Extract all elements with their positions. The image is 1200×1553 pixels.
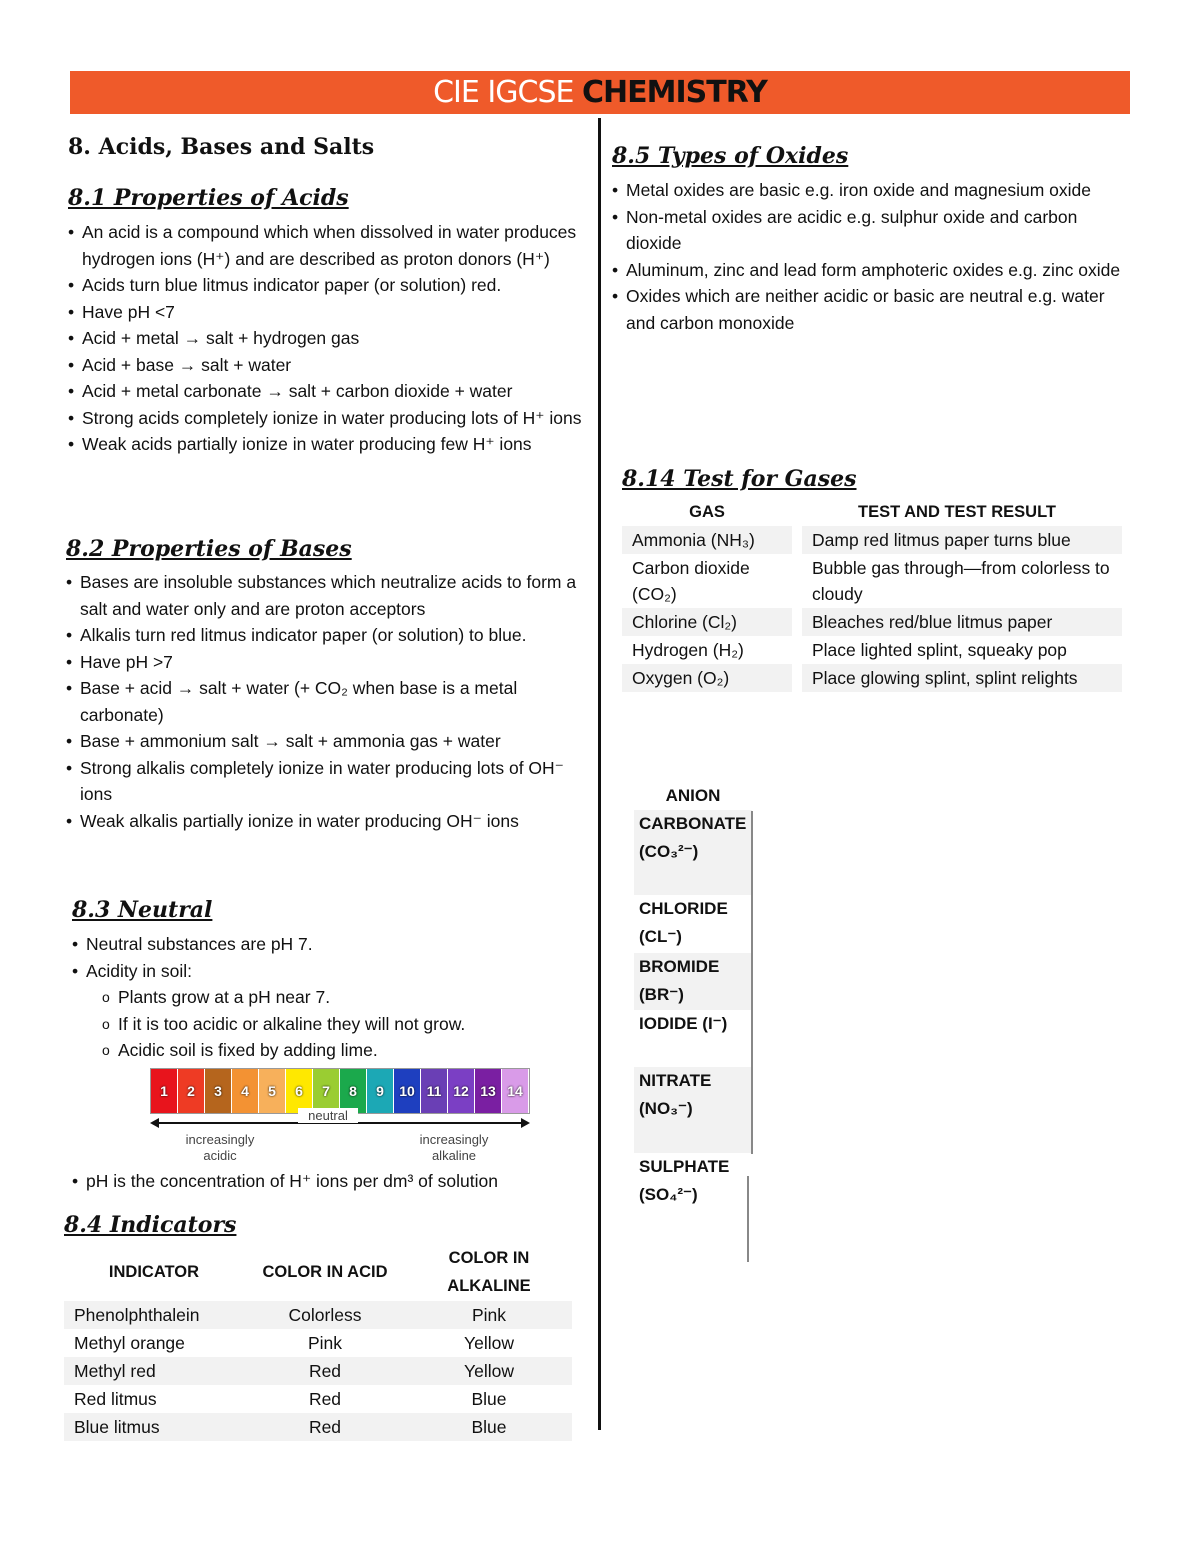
- anion-border-line: [747, 1176, 749, 1262]
- table-cell: Carbon dioxide (CO₂): [622, 554, 792, 608]
- ph-cell: 2: [178, 1069, 205, 1113]
- banner-title-cie: CIE IGCSE: [433, 75, 582, 110]
- table-row: [64, 1329, 572, 1357]
- list-item: • pH is the concentration of H⁺ ions per dm³ of solution: [72, 1168, 592, 1195]
- table-header: TEST AND TEST RESULT: [858, 503, 1056, 521]
- section-8-2-list: [66, 569, 591, 834]
- section-8-2-title: 8.2 Properties of Bases: [66, 536, 352, 562]
- table-header: INDICATOR: [108, 1263, 200, 1281]
- table-cell: Phenolphthalein: [64, 1301, 244, 1329]
- table-cell: Yellow: [406, 1357, 572, 1385]
- header-banner: [70, 71, 1130, 114]
- table-cell: Place lighted splint, squeaky pop: [792, 636, 1122, 664]
- table-cell: Ammonia (NH₃): [622, 526, 792, 554]
- list-item: • An acid is a compound which when dissolved in water produces hydrogen ions (H⁺) and are described as proton donors (H⁺): [68, 219, 593, 272]
- table-header: COLOR IN ALKALINE: [447, 1249, 531, 1295]
- section-8-1-title: 8.1 Properties of Acids: [68, 185, 349, 211]
- table-cell: Yellow: [464, 1333, 514, 1353]
- anion-cell: CHLORIDE (CL⁻): [639, 899, 728, 946]
- ph-cell: 10: [394, 1069, 421, 1113]
- anion-cell: IODIDE (I⁻): [639, 1014, 728, 1033]
- ph-label-alkaline: increasingly alkaline: [419, 1132, 489, 1163]
- table-header: COLOR IN ACID: [262, 1263, 388, 1281]
- section-8-3-title: 8.3 Neutral: [72, 897, 213, 923]
- table-cell: Red: [244, 1357, 406, 1385]
- ph-cell: 8: [340, 1069, 367, 1113]
- anion-cell: CARBONATE (CO₃²⁻): [634, 810, 752, 895]
- ph-label-neutral: neutral: [298, 1108, 358, 1123]
- anion-cell: BROMIDE (BR⁻): [634, 953, 752, 1010]
- sub-list-item: o Plants grow at a pH near 7.: [102, 984, 592, 1011]
- list-item: • Bases are insoluble substances which neutralize acids to form a salt and water only and are proton acceptors: [66, 569, 591, 622]
- table-row: [622, 608, 1122, 636]
- table-cell: Red: [308, 1389, 342, 1409]
- table-cell: Blue: [406, 1413, 572, 1441]
- section-8-5-list: [612, 177, 1122, 336]
- table-cell: Red litmus: [74, 1389, 157, 1409]
- table-row: [622, 526, 1122, 554]
- list-item: • Alkalis turn red litmus indicator paper (or solution) to blue.: [66, 622, 591, 649]
- section-8-5-title: 8.5 Types of Oxides: [612, 143, 849, 169]
- list-item: • Base + acid → salt + water (+ CO₂ when base is a metal carbonate): [66, 675, 591, 728]
- list-item-text: Acidity in soil:: [86, 960, 193, 981]
- table-cell: Blue: [471, 1389, 507, 1409]
- table-cell: Chlorine (Cl₂): [622, 608, 792, 636]
- ph-cell: 4: [232, 1069, 259, 1113]
- table-row: [622, 554, 1122, 608]
- table-cell: Pink: [406, 1301, 572, 1329]
- list-item: • Strong alkalis completely ionize in water producing lots of OH⁻ ions: [66, 755, 591, 808]
- list-item: • Weak acids partially ionize in water producing few H⁺ ions: [68, 431, 593, 458]
- table-row: [64, 1413, 572, 1441]
- banner-title-chemistry: CHEMISTRY: [581, 75, 767, 110]
- list-item: • Neutral substances are pH 7.: [72, 931, 592, 958]
- gas-tests-table: [622, 498, 1122, 692]
- table-header: GAS: [689, 503, 725, 521]
- anion-cell: NITRATE (NO₃⁻): [634, 1067, 752, 1153]
- list-item: • Have pH >7: [66, 649, 591, 676]
- table-header-row: [64, 1243, 572, 1301]
- section-8-14-title: 8.14 Test for Gases: [622, 466, 857, 492]
- ph-label-acidic: increasingly acidic: [185, 1132, 255, 1163]
- list-item: • Aluminum, zinc and lead form amphoteric oxides e.g. zinc oxide: [612, 257, 1122, 284]
- table-row: [64, 1357, 572, 1385]
- section-8-3-list: [72, 931, 592, 1064]
- list-item: [72, 958, 592, 1064]
- list-item: • Acid + metal carbonate → salt + carbon dioxide + water: [68, 378, 593, 405]
- list-item: • Metal oxides are basic e.g. iron oxide and magnesium oxide: [612, 177, 1122, 204]
- table-cell: Oxygen (O₂): [622, 664, 792, 692]
- table-cell: Bleaches red/blue litmus paper: [792, 608, 1122, 636]
- table-cell: Damp red litmus paper turns blue: [792, 526, 1122, 554]
- table-cell: Colorless: [244, 1301, 406, 1329]
- table-cell: Hydrogen (H₂): [622, 636, 792, 664]
- section-8-1-list: [68, 219, 593, 458]
- list-item: • Non-metal oxides are acidic e.g. sulphur oxide and carbon dioxide: [612, 204, 1122, 257]
- anion-header: ANION: [665, 786, 721, 805]
- table-cell: Methyl orange: [74, 1333, 185, 1353]
- table-cell: Pink: [307, 1333, 343, 1353]
- ph-cell: 5: [259, 1069, 286, 1113]
- anion-border-line: [751, 811, 753, 1154]
- section-8-4-title: 8.4 Indicators: [64, 1212, 237, 1238]
- list-item: • Oxides which are neither acidic or basic are neutral e.g. water and carbon monoxide: [612, 283, 1122, 336]
- ph-cell: 9: [367, 1069, 394, 1113]
- sub-list: [86, 984, 592, 1064]
- table-cell: Bubble gas through—from colorless to cloudy: [792, 554, 1122, 608]
- ph-cell: 14: [502, 1069, 529, 1113]
- ph-cell: 11: [421, 1069, 448, 1113]
- table-row: [622, 664, 1122, 692]
- list-item: • Acid + metal → salt + hydrogen gas: [68, 325, 593, 352]
- table-cell: Place glowing splint, splint relights: [792, 664, 1122, 692]
- list-item: • Weak alkalis partially ionize in water producing OH⁻ ions: [66, 808, 591, 835]
- column-divider: [598, 118, 601, 1430]
- ph-scale-labels: [150, 1108, 530, 1170]
- ph-cell: 3: [205, 1069, 232, 1113]
- section-8-3-list-2: [72, 1168, 592, 1195]
- table-row: [64, 1301, 572, 1329]
- banner-title: [433, 75, 767, 110]
- table-cell: Methyl red: [64, 1357, 244, 1385]
- ph-cell: 6: [286, 1069, 313, 1113]
- ph-cell: 13: [475, 1069, 502, 1113]
- ph-cell: 7: [313, 1069, 340, 1113]
- table-cell: Blue litmus: [64, 1413, 244, 1441]
- sub-list-item: o If it is too acidic or alkaline they will not grow.: [102, 1011, 592, 1038]
- list-item: • Have pH <7: [68, 299, 593, 326]
- list-item: • Acid + base → salt + water: [68, 352, 593, 379]
- list-item: • Strong acids completely ionize in water producing lots of H⁺ ions: [68, 405, 593, 432]
- list-item: • Acids turn blue litmus indicator paper (or solution) red.: [68, 272, 593, 299]
- table-row: [622, 636, 1122, 664]
- sub-list-item: o Acidic soil is fixed by adding lime.: [102, 1037, 592, 1064]
- table-header-row: [622, 498, 1122, 526]
- anion-table: [634, 782, 774, 1213]
- ph-cell: 12: [448, 1069, 475, 1113]
- list-item: • Base + ammonium salt → salt + ammonia gas + water: [66, 728, 591, 755]
- anion-cell: SULPHATE (SO₄²⁻): [639, 1157, 730, 1204]
- chapter-title: 8. Acids, Bases and Salts: [68, 134, 375, 160]
- ph-cell: 1: [151, 1069, 178, 1113]
- indicators-table: [64, 1243, 572, 1441]
- ph-scale: [150, 1068, 530, 1168]
- table-row: [64, 1385, 572, 1413]
- table-cell: Red: [244, 1413, 406, 1441]
